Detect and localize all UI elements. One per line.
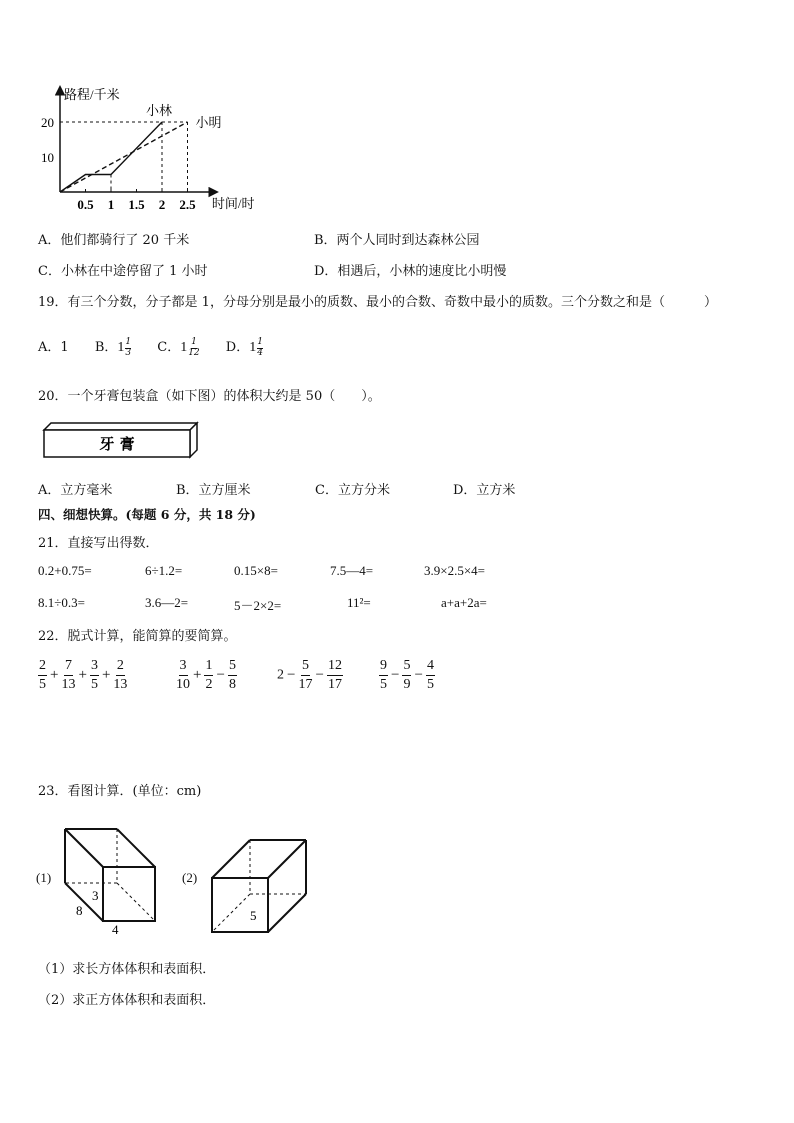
q21-stem: 21．直接写出得数． xyxy=(38,536,159,551)
q21-item: 8.1÷0.3= xyxy=(38,595,85,610)
fraction: $\frac{12}{17}$ xyxy=(327,658,342,692)
fraction: $\frac{3}{10}$ xyxy=(176,658,190,692)
q19-option-a[interactable]: A．1 xyxy=(38,340,69,355)
q21-item: 3.9×2.5×4= xyxy=(424,563,485,578)
q20-stem: 20．一个牙膏包装盒（如下图）的体积大约是 50（ ）。 xyxy=(38,389,381,404)
q18-option-b[interactable]: B．两个人同时到达森林公园 xyxy=(314,233,480,248)
fraction: $\frac{1}{2}$ xyxy=(205,658,213,692)
x-tick-label: 0.5 xyxy=(77,197,94,212)
q22-expression-4: $\frac{9}{5}$ − $\frac{5}{9}$ − $\frac{4}{5}$ xyxy=(380,658,434,692)
distance-time-chart xyxy=(28,85,278,215)
series-label-1: 小明 xyxy=(195,115,222,130)
section4-title: 四、细想快算。(每题 6 分，共 18 分) xyxy=(38,507,256,522)
q21-item: 11²= xyxy=(347,595,371,610)
q21-item: 3.6—2= xyxy=(145,595,189,610)
fraction: $\frac{5}{17}$ xyxy=(298,658,313,692)
q19-option-b[interactable]: B．1 $\frac{1}{3}$ xyxy=(94,336,132,358)
x-tick-label: 2.5 xyxy=(179,197,196,212)
q21-item: a+a+2a= xyxy=(441,595,487,610)
fraction: $\frac{2}{5}$ xyxy=(39,658,46,692)
cuboid-figure xyxy=(55,825,165,937)
q22-expression-1: $\frac{2}{5}$ + $\frac{7}{13}$ + $\frac{3}{5}$ + $\frac{2}{13}$ xyxy=(39,658,128,692)
y-tick-label: 20 xyxy=(41,115,54,130)
q21-item: 7.5—4= xyxy=(330,563,374,578)
cube-figure xyxy=(208,836,310,936)
series-line-1 xyxy=(60,122,188,192)
q18-option-a[interactable]: A．他们都骑行了 20 千米 xyxy=(38,233,190,248)
q18-option-c[interactable]: C．小林在中途停留了 1 小时 xyxy=(38,264,208,279)
fraction: $\frac{5}{9}$ xyxy=(403,658,411,692)
fraction: $\frac{2}{13}$ xyxy=(113,658,128,692)
q20-option-b[interactable]: B．立方厘米 xyxy=(176,483,251,498)
x-tick-label: 2 xyxy=(158,197,166,212)
q20-option-a[interactable]: A．立方毫米 xyxy=(38,483,113,498)
cuboid-dim-height: 3 xyxy=(92,888,99,903)
fig1-label: (1) xyxy=(36,870,52,885)
q23-stem: 23．看图计算．(单位：cm) xyxy=(38,784,202,799)
toothpaste-box-label: 牙 膏 xyxy=(99,435,135,453)
q23-sub1: （1）求长方体体积和表面积． xyxy=(38,962,216,977)
q21-item: 6÷1.2= xyxy=(145,563,183,578)
q18-option-d[interactable]: D．相遇后，小林的速度比小明慢 xyxy=(314,264,507,279)
q19-options xyxy=(38,336,263,358)
q23-sub2: （2）求正方体体积和表面积． xyxy=(38,993,216,1008)
fig2-label: (2) xyxy=(182,870,198,885)
fraction: $\frac{5}{8}$ xyxy=(228,658,236,692)
fraction: $\frac{7}{13}$ xyxy=(61,658,76,692)
fraction: $\frac{9}{5}$ xyxy=(380,658,387,692)
q20-option-d[interactable]: D．立方米 xyxy=(453,483,516,498)
q22-stem: 22．脱式计算，能简算的要简算。 xyxy=(38,629,237,644)
y-tick-label: 10 xyxy=(41,150,54,165)
q19-option-c[interactable]: C．1 $\frac{1}{12}$ xyxy=(157,336,200,358)
x-tick-label: 1 xyxy=(107,197,115,212)
q21-item: 5－2×2= xyxy=(234,598,282,613)
x-axis-label: 时间/时 xyxy=(211,196,255,211)
fraction: $\frac{4}{5}$ xyxy=(426,658,434,692)
q22-expression-3: 2 − $\frac{5}{17}$ − $\frac{12}{17}$ xyxy=(277,658,342,692)
q21-item: 0.2+0.75= xyxy=(38,563,92,578)
cube-dim-edge: 5 xyxy=(250,908,257,923)
q20-option-c[interactable]: C．立方分米 xyxy=(315,483,390,498)
q19-option-d[interactable]: D．1 $\frac{1}{4}$ xyxy=(225,336,263,358)
series-label-0: 小林 xyxy=(146,103,173,118)
toothpaste-box-figure xyxy=(40,420,202,460)
cuboid-dim-width: 8 xyxy=(76,903,83,918)
q22-expression-2: $\frac{3}{10}$ + $\frac{1}{2}$ − $\frac{5}{8}$ xyxy=(176,658,236,692)
q21-item: 0.15×8= xyxy=(234,563,278,578)
q19-stem: 19．有三个分数，分子都是 1，分母分别是最小的质数、最小的合数、奇数中最小的质数。三个分数之和是（ ） xyxy=(38,295,717,310)
x-tick-label: 1.5 xyxy=(128,197,145,212)
fraction: $\frac{3}{5}$ xyxy=(90,658,98,692)
cuboid-dim-length: 4 xyxy=(112,922,119,937)
y-axis-label: 路程/千米 xyxy=(64,87,120,102)
